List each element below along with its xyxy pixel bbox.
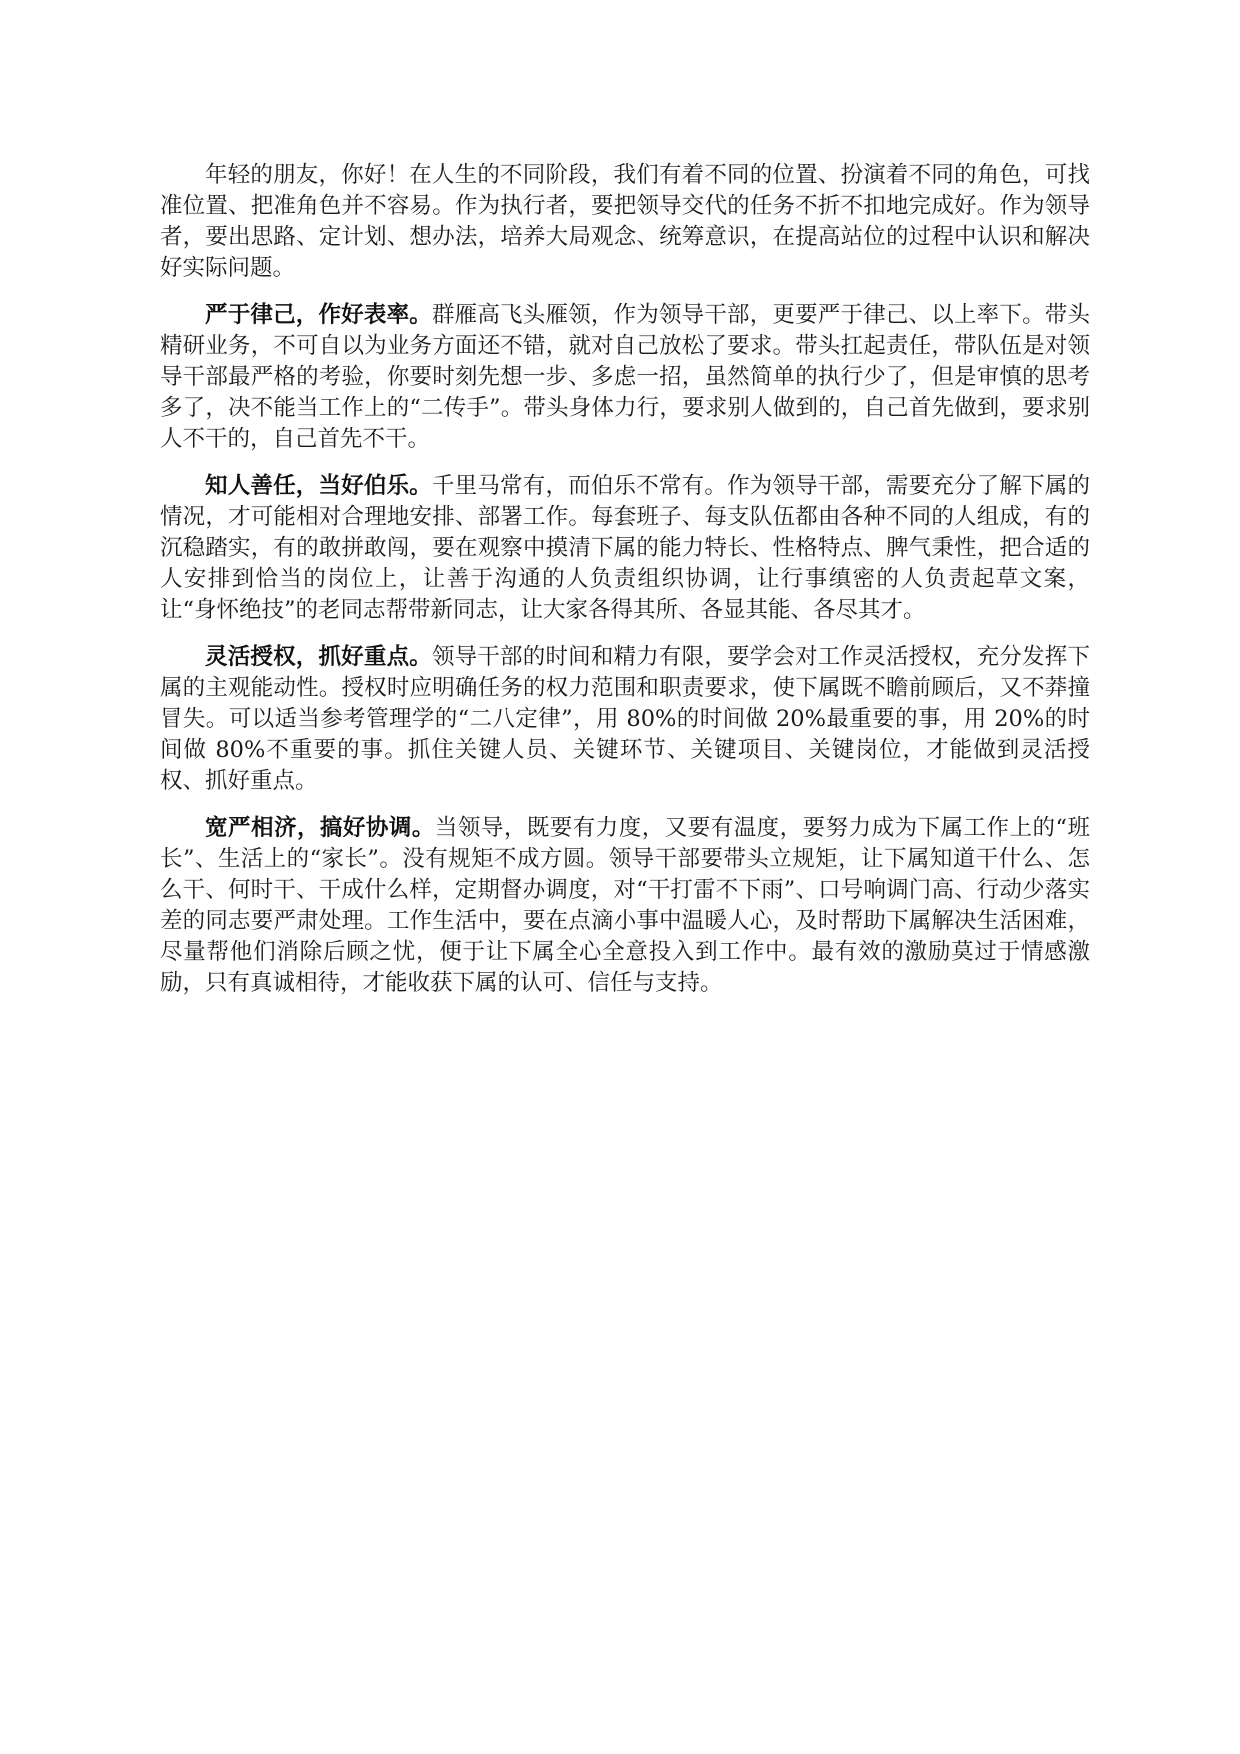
- paragraph-text: 当领导，既要有力度，又要有温度，要努力成为下属工作上的“班长”、生活上的“家长”。没有规矩不成方圆。领导干部要带头立规矩，让下属知道干什么、怎么干、何时干、干成什么样，定期督办调度，对“干打雷不下雨”、口号响调门高、行动少落实差的同志要严肃处理。工作生活中，要在点滴小事中温暖人心，及时帮助下属解决生活困难，尽量帮他们消除后顾之忧，便于让下属全心全意投入到工作中。最有效的激励莫过于情感激励，只有真诚相待，才能收获下属的认可、信任与支持。: [160, 815, 1090, 996]
- paragraph-heading: 灵活授权，抓好重点。: [205, 644, 432, 670]
- paragraph-text: 年轻的朋友，你好！在人生的不同阶段，我们有着不同的位置、扮演着不同的角色，可找准位置、把准角色并不容易。作为执行者，要把领导交代的任务不折不扣地完成好。作为领导者，要出思路、定计划、想办法，培养大局观念、统筹意识，在提高站位的过程中认识和解决好实际问题。: [160, 162, 1090, 281]
- paragraph-heading: 知人善任，当好伯乐。: [205, 473, 432, 499]
- paragraph-text: 群雁高飞头雁领，作为领导干部，更要严于律己、以上率下。带头精研业务，不可自以为业务方面还不错，就对自己放松了要求。带头扛起责任，带队伍是对领导干部最严格的考验，你要时刻先想一步、多虑一招，虽然简单的执行少了，但是审慎的思考多了，决不能当工作上的“二传手”。带头身体力行，要求别人做到的，自己首先做到，要求别人不干的，自己首先不干。: [160, 302, 1090, 452]
- paragraph-heading: 严于律己，作好表率。: [205, 302, 432, 328]
- paragraph-know-people: [160, 471, 1090, 626]
- paragraph-text: 千里马常有，而伯乐不常有。作为领导干部，需要充分了解下属的情况，才可能相对合理地安排、部署工作。每套班子、每支队伍都由各种不同的人组成，有的沉稳踏实，有的敢拼敢闯，要在观察中摸清下属的能力特长、性格特点、脾气秉性，把合适的人安排到恰当的岗位上，让善于沟通的人负责组织协调，让行事缜密的人负责起草文案，让“身怀绝技”的老同志帮带新同志，让大家各得其所、各显其能、各尽其才。: [160, 473, 1090, 623]
- paragraph-delegation: [160, 642, 1090, 797]
- paragraph-coordination: [160, 813, 1090, 999]
- document-body: [160, 160, 1090, 1015]
- paragraph-heading: 宽严相济，搞好协调。: [205, 815, 435, 841]
- paragraph-text: 领导干部的时间和精力有限，要学会对工作灵活授权，充分发挥下属的主观能动性。授权时应明确任务的权力范围和职责要求，使下属既不瞻前顾后，又不莽撞冒失。可以适当参考管理学的“二八定律”，用 80%的时间做 20%最重要的事，用 20%的时间做 80%不重要的事。抓住关键人员、关键环节、关键项目、关键岗位，才能做到灵活授权、抓好重点。: [160, 644, 1090, 794]
- paragraph-intro: [160, 160, 1090, 284]
- paragraph-self-discipline: [160, 300, 1090, 455]
